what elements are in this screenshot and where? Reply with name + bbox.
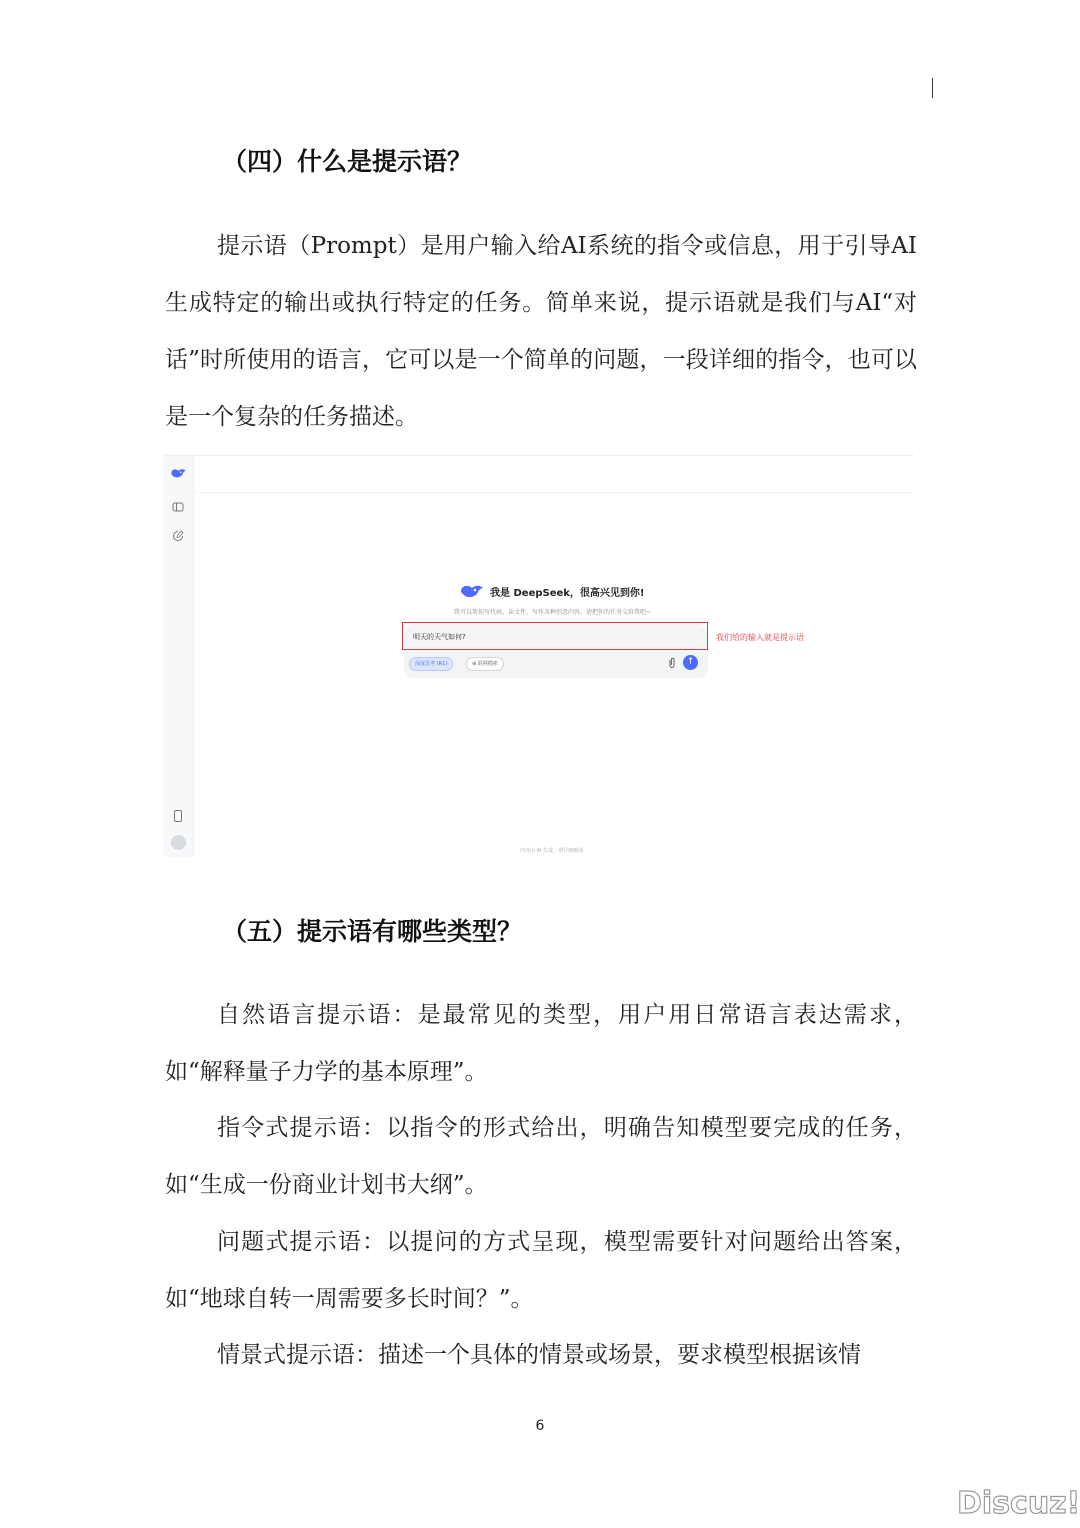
- globe-icon: ⊕: [472, 661, 478, 667]
- deep-think-button[interactable]: 深度思考 (R1): [409, 657, 453, 671]
- web-search-button[interactable]: [466, 657, 504, 671]
- mobile-app-icon[interactable]: [174, 810, 182, 822]
- sidebar-toggle-icon[interactable]: [172, 501, 184, 513]
- text-cursor-mark: [932, 78, 933, 98]
- page-number: 6: [535, 1418, 545, 1434]
- deepseek-logo-icon[interactable]: [170, 466, 187, 480]
- deepseek-whale-icon: [460, 582, 484, 600]
- type-question: 问题式提示语：以提问的方式呈现，模型需要针对问题给出答案，如“地球自转一周需要多长时间？”。: [165, 1229, 917, 1312]
- sidebar: [163, 456, 194, 857]
- avatar[interactable]: [171, 835, 186, 850]
- deepseek-screenshot: [163, 455, 914, 857]
- type-scenario: 情景式提示语：描述一个具体的情景或场景，要求模型根据该情: [217, 1342, 861, 1368]
- type-natural-language: 自然语言提示语：是最常见的类型，用户用日常语言表达需求，如“解释量子力学的基本原理”。: [165, 1002, 917, 1085]
- chat-input-text[interactable]: 明天的天气如何?: [413, 633, 466, 641]
- section-4-paragraph: 提示语（Prompt）是用户输入给AI系统的指令或信息，用于引导AI生成特定的输出或执行特定的任务。简单来说，提示语就是我们与AI“对话”时所使用的语言，它可以是一个简单的问题，一段详细的指令，也可以是一个复杂的任务描述。: [165, 233, 917, 430]
- header-divider: [193, 492, 914, 493]
- web-search-label: 联网搜索: [477, 661, 498, 667]
- send-button[interactable]: [683, 655, 698, 670]
- welcome-title: 我是 DeepSeek，很高兴见到你!: [490, 587, 645, 599]
- new-chat-icon[interactable]: [172, 530, 184, 542]
- welcome-subtitle: 我可以帮你写代码、读文件、写作各种创意内容，请把你的任务交给我吧~: [454, 609, 652, 616]
- type-instruction: 指令式提示语：以指令的形式给出，明确告知模型要完成的任务，如“生成一份商业计划书大纲”。: [165, 1115, 917, 1198]
- section-4-heading: （四）什么是提示语？: [222, 147, 473, 176]
- section-5-heading: （五）提示语有哪些类型？: [222, 917, 523, 946]
- annotation-label: 我们给的输入就是提示语: [716, 633, 804, 642]
- ai-disclaimer: 内容由 AI 生成，请仔细甄别: [520, 848, 584, 854]
- welcome-header: [460, 582, 644, 600]
- discuz-watermark: Discuz!: [957, 1486, 1080, 1521]
- paperclip-icon[interactable]: [667, 657, 677, 669]
- arrow-up-icon: ↑: [686, 657, 695, 667]
